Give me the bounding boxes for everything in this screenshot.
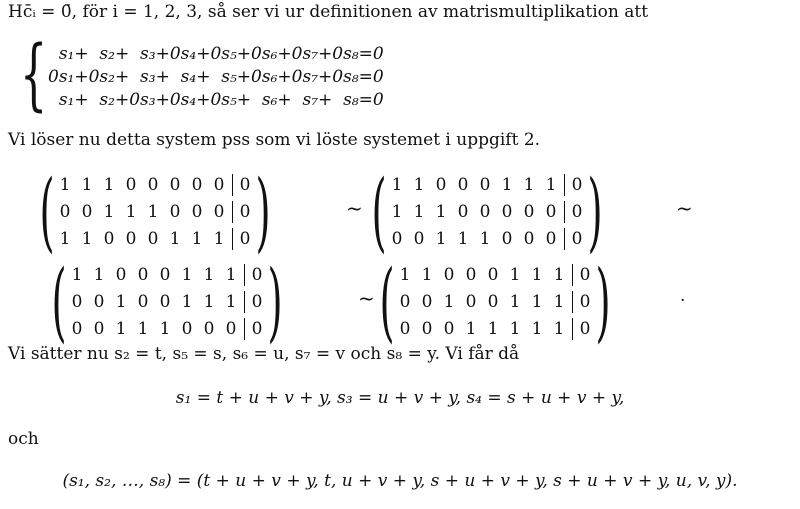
matrix-entry: 0: [239, 175, 251, 196]
matrix-entry: 1: [81, 175, 93, 196]
matrix-entry: 1: [391, 175, 403, 196]
equation-term: 0: [372, 89, 384, 110]
matrix-entry: 1: [531, 265, 543, 286]
matrix-entry: 1: [413, 175, 425, 196]
matrix-entry: 1: [181, 291, 193, 312]
equation-row: [48, 42, 384, 65]
augment-bar: [572, 318, 573, 340]
matrix-entry: 0: [159, 265, 171, 286]
matrix-entry: 1: [509, 291, 521, 312]
matrix-3: [51, 252, 283, 352]
matrix-entry: 1: [225, 291, 237, 312]
matrix-grid: [386, 172, 588, 252]
augment-bar: [572, 264, 573, 286]
matrix-entry: 0: [239, 228, 251, 249]
matrix-entry: 1: [443, 291, 455, 312]
matrix-entry: 0: [435, 175, 447, 196]
matrix-entry: 1: [531, 291, 543, 312]
matrix-entry: 0: [465, 291, 477, 312]
left-brace: {: [20, 30, 48, 120]
equation-term: s₈: [343, 89, 359, 110]
equation-term: 0s₆: [251, 66, 278, 87]
augment-bar: [564, 228, 565, 250]
matrix-entry: 0: [391, 228, 403, 249]
equation-operator: +: [196, 66, 211, 87]
equation-term: s₂: [99, 43, 115, 64]
augment-bar: [244, 264, 245, 286]
matrix-entry: 0: [147, 228, 159, 249]
right-paren: ): [255, 162, 271, 262]
matrix-entry: 0: [545, 228, 557, 249]
equation-term: 0: [372, 43, 384, 64]
matrix-entry: 0: [399, 318, 411, 339]
equation-term: 0s₇: [291, 66, 319, 87]
matrix-entry: 1: [191, 228, 203, 249]
matrix-entry: 0: [191, 175, 203, 196]
matrix-entry: 0: [443, 265, 455, 286]
equation-table: [48, 42, 384, 111]
matrix-entry: 0: [81, 201, 93, 222]
matrix-entry: 0: [159, 291, 171, 312]
matrix-entry: 1: [81, 228, 93, 249]
matrix-entry: 1: [553, 265, 565, 286]
matrix-entry: 0: [181, 318, 193, 339]
matrix-entry: 0: [125, 228, 137, 249]
equation-term: s₃: [140, 66, 156, 87]
matrix-entry: 0: [59, 201, 71, 222]
equation-term: 0s₅: [210, 89, 237, 110]
equation-operator: +: [155, 66, 170, 87]
matrix-entry: 0: [213, 201, 225, 222]
equation-term: s₂: [99, 89, 115, 110]
left-paren: (: [51, 252, 67, 352]
matrix-entry: 0: [571, 228, 583, 249]
matrix-entry: 1: [413, 201, 425, 222]
matrix-entry: 1: [59, 228, 71, 249]
matrix-entry: 0: [457, 175, 469, 196]
equation-term: 0s₂: [88, 66, 115, 87]
matrix-entry: 1: [59, 175, 71, 196]
equation-term: s₁: [58, 43, 75, 64]
matrix-entry: 0: [457, 201, 469, 222]
matrix-entry: 0: [137, 291, 149, 312]
och-text: och: [8, 429, 39, 449]
matrix-entry: 1: [435, 228, 447, 249]
matrix-entry: 1: [421, 265, 433, 286]
matrix-entry: 0: [487, 291, 499, 312]
tilde-2: ~: [676, 196, 693, 220]
augment-bar: [232, 228, 233, 250]
matrix-entry: 1: [159, 318, 171, 339]
matrix-entry: 0: [137, 265, 149, 286]
augment-bar: [232, 201, 233, 223]
matrix-entry: 0: [523, 201, 535, 222]
equation-operator: +: [236, 66, 252, 87]
matrix-entry: 1: [115, 291, 127, 312]
equation-term: s₅: [221, 66, 237, 87]
matrix-entry: 0: [443, 318, 455, 339]
matrix-entry: 1: [71, 265, 83, 286]
matrix-entry: 1: [125, 201, 137, 222]
matrix-entry: 0: [523, 228, 535, 249]
matrix-entry: 1: [93, 265, 105, 286]
equation-term: 0s₄: [169, 43, 197, 64]
matrix-entry: 0: [251, 318, 263, 339]
equation-operator: +: [236, 43, 252, 64]
matrix-entry: 0: [239, 201, 251, 222]
matrix-entry: 0: [579, 291, 591, 312]
matrix-entry: 1: [391, 201, 403, 222]
matrix-entry: 0: [191, 201, 203, 222]
matrix-entry: 1: [115, 318, 127, 339]
right-paren: ): [587, 162, 603, 262]
matrix-entry: 1: [501, 175, 513, 196]
equation-operator: +: [277, 89, 292, 110]
matrix-entry: 1: [225, 265, 237, 286]
matrix-entry: 1: [103, 201, 115, 222]
period: .: [680, 286, 686, 306]
matrix-entry: 0: [501, 201, 513, 222]
equation-term: 0s₄: [169, 89, 197, 110]
equation-operator: +: [196, 89, 211, 110]
equation-operator: +: [155, 43, 170, 64]
matrix-entry: 1: [435, 201, 447, 222]
matrix-entry: 0: [169, 201, 181, 222]
equation-term: 0: [372, 66, 384, 87]
matrix-entry: 1: [545, 175, 557, 196]
matrix-entry: 0: [93, 291, 105, 312]
augment-bar: [244, 291, 245, 313]
matrix-entry: 0: [71, 318, 83, 339]
augment-bar: [572, 291, 573, 313]
matrix-entry: 1: [147, 201, 159, 222]
matrix-grid: [394, 262, 596, 342]
equation-operator: +: [114, 43, 130, 64]
equation-term: s₇: [302, 89, 319, 110]
matrix-entry: 0: [501, 228, 513, 249]
matrix-entry: 1: [103, 175, 115, 196]
equation-operator: +: [236, 89, 252, 110]
left-paren: (: [371, 162, 387, 262]
equation-operator: +: [318, 66, 333, 87]
matrix-entry: 0: [579, 265, 591, 286]
right-paren: ): [595, 252, 611, 352]
matrix-entry: 1: [203, 291, 215, 312]
equation-operator: +: [74, 89, 89, 110]
equation-term: 0s₆: [251, 43, 278, 64]
matrix-entry: 0: [169, 175, 181, 196]
equation-term: s₁: [58, 89, 75, 110]
matrix-entry: 1: [553, 291, 565, 312]
augment-bar: [564, 174, 565, 196]
equation-term: s₄: [180, 66, 197, 87]
equation-operator: +: [114, 66, 130, 87]
matrix-entry: 1: [523, 175, 535, 196]
equation-row: [48, 88, 384, 111]
matrix-entry: 0: [125, 175, 137, 196]
matrix-entry: 1: [213, 228, 225, 249]
matrix-entry: 0: [251, 291, 263, 312]
equation-term: 0s₁: [48, 66, 75, 87]
equation-operator: +: [74, 66, 89, 87]
matrix-entry: 1: [509, 265, 521, 286]
matrix-entry: 0: [579, 318, 591, 339]
equation-term: s₆: [261, 89, 278, 110]
equation-term: 0s₅: [210, 43, 237, 64]
intro-line: Hc̄ᵢ = 0̄, för i = 1, 2, 3, så ser vi ur definitionen av matrismultiplikation att: [8, 2, 649, 22]
equation-term: 0s₈: [332, 43, 359, 64]
augment-bar: [232, 174, 233, 196]
equation-term: 0s₈: [332, 66, 359, 87]
equation-operator: +: [196, 43, 211, 64]
matrix-entry: 1: [457, 228, 469, 249]
equation-operator: +: [114, 89, 130, 110]
matrix-entry: 1: [181, 265, 193, 286]
right-paren: ): [267, 252, 283, 352]
matrix-entry: 0: [225, 318, 237, 339]
matrix-entry: 0: [203, 318, 215, 339]
matrix-entry: 0: [115, 265, 127, 286]
equation-term: 0s₃: [129, 89, 156, 110]
matrix-entry: 0: [103, 228, 115, 249]
matrix-2: [371, 162, 603, 262]
matrix-entry: 0: [421, 318, 433, 339]
matrix-entry: 0: [465, 265, 477, 286]
equation-operator: =: [358, 89, 373, 110]
matrix-entry: 0: [399, 291, 411, 312]
final-tuple: (s₁, s₂, …, s₈) = (t + u + v + y, t, u + v + y, s + u + v + y, s + u + v + y, u, v, y).: [62, 471, 738, 491]
matrix-entry: 1: [465, 318, 477, 339]
matrix-entry: 1: [487, 318, 499, 339]
matrix-entry: 0: [479, 175, 491, 196]
matrix-entry: 0: [251, 265, 263, 286]
matrix-grid: [66, 262, 268, 342]
augment-bar: [244, 318, 245, 340]
equation-operator: +: [277, 66, 292, 87]
matrix-entry: 1: [479, 228, 491, 249]
equation-operator: +: [318, 89, 333, 110]
solve-text: Vi löser nu detta system pss som vi löste systemet i uppgift 2.: [8, 130, 541, 150]
tilde-3: ~: [358, 286, 375, 310]
matrix-entry: 0: [71, 291, 83, 312]
equation-operator: +: [318, 43, 333, 64]
matrix-entry: 1: [399, 265, 411, 286]
matrix-1: [39, 162, 271, 262]
equation-operator: +: [74, 43, 89, 64]
matrix-grid: [54, 172, 256, 252]
matrix-entry: 0: [421, 291, 433, 312]
equation-term: s₃: [140, 43, 156, 64]
matrix-entry: 0: [93, 318, 105, 339]
matrix-entry: 0: [147, 175, 159, 196]
equation-operator: =: [358, 43, 373, 64]
set-text: Vi sätter nu s₂ = t, s₅ = s, s₆ = u, s₇ = v och s₈ = y. Vi får då: [8, 344, 520, 364]
matrix-4: [379, 252, 611, 352]
equation-row: [48, 65, 384, 88]
matrix-entry: 0: [487, 265, 499, 286]
results-line: s₁ = t + u + v + y, s₃ = u + v + y, s₄ = s + u + v + y,: [175, 388, 625, 408]
augment-bar: [564, 201, 565, 223]
matrix-entry: 1: [553, 318, 565, 339]
matrix-entry: 0: [571, 201, 583, 222]
matrix-entry: 1: [137, 318, 149, 339]
tilde-1: ~: [346, 196, 363, 220]
equation-operator: +: [155, 89, 170, 110]
matrix-entry: 0: [413, 228, 425, 249]
left-paren: (: [39, 162, 55, 262]
matrix-entry: 1: [509, 318, 521, 339]
matrix-entry: 0: [213, 175, 225, 196]
matrix-entry: 1: [531, 318, 543, 339]
matrix-entry: 0: [571, 175, 583, 196]
left-paren: (: [379, 252, 395, 352]
equation-term: 0s₇: [291, 43, 319, 64]
equation-operator: =: [358, 66, 373, 87]
equation-operator: +: [277, 43, 292, 64]
matrix-entry: 1: [169, 228, 181, 249]
matrix-entry: 0: [545, 201, 557, 222]
matrix-entry: 0: [479, 201, 491, 222]
matrix-entry: 1: [203, 265, 215, 286]
